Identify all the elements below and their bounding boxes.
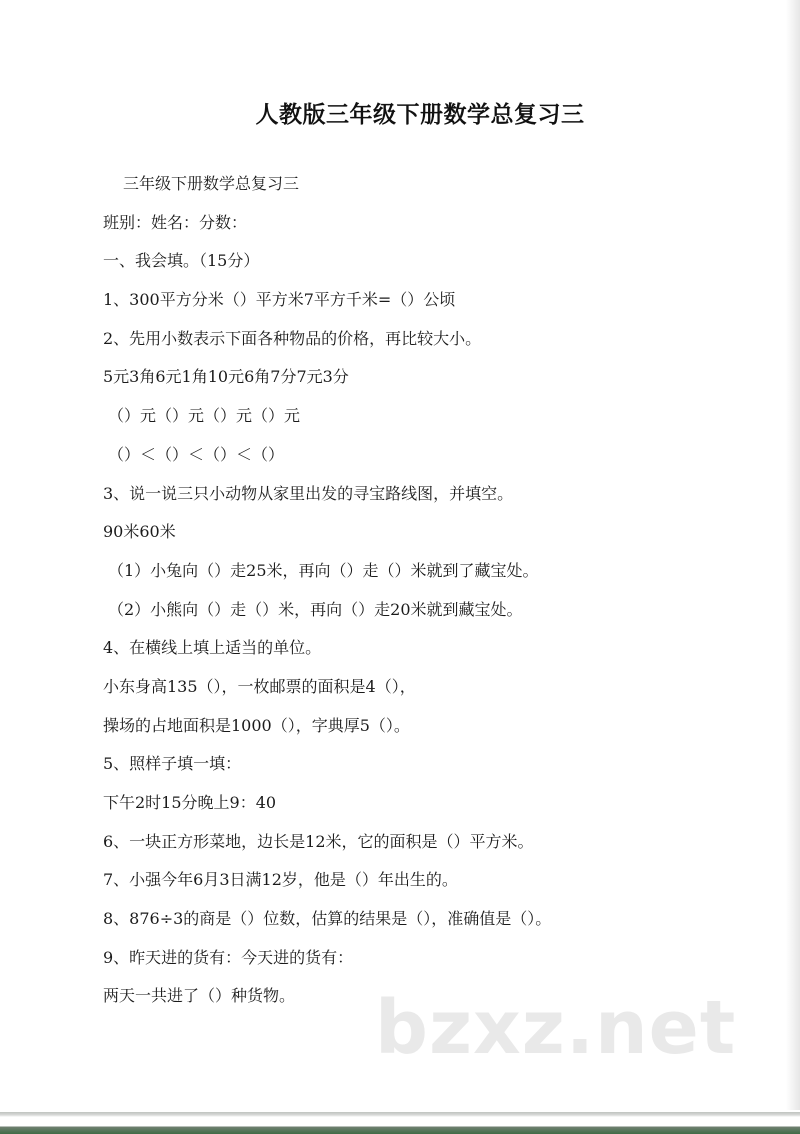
question-3: 3、说一说三只小动物从家里出发的寻宝路线图，并填空。 [103,483,514,503]
question-9: 9、昨天进的货有：今天进的货有： [103,947,354,967]
question-2-compare: （）＜（）＜（）＜（） [108,444,285,464]
question-1: 1、300平方分米（）平方米7平方千米=（）公顷 [103,290,456,310]
question-5-times: 下午2时15分晚上9：40 [103,793,277,812]
question-3-part-2: （2）小熊向（）走（）米，再向（）走20米就到藏宝处。 [108,599,523,619]
question-3-distances: 90米60米 [103,522,176,542]
question-3-part-1: （1）小兔向（）走25米，再向（）走（）米就到了藏宝处。 [108,560,539,580]
question-2: 2、先用小数表示下面各种物品的价格，再比较大小。 [103,328,482,348]
question-8: 8、876÷3的商是（）位数，估算的结果是（），准确值是（）。 [103,909,552,929]
question-6: 6、一块正方形菜地，边长是12米，它的面积是（）平方米。 [103,831,534,851]
question-5: 5、照样子填一填： [103,754,242,774]
question-2-blanks: （）元（）元（）元（）元 [108,406,301,426]
question-9-answer: 两天一共进了（）种货物。 [103,986,296,1006]
watermark-text: bzxz.net [375,985,737,1071]
question-4-line-1: 小东身高135（），一枚邮票的面积是4（）， [103,676,416,696]
question-4: 4、在横线上填上适当的单位。 [103,638,322,658]
document-title: 人教版三年级下册数学总复习三 [255,102,585,128]
subtitle-line: 三年级下册数学总复习三 [123,174,300,193]
question-7: 7、小强今年6月3日满12岁，他是（）年出生的。 [103,870,458,890]
section-heading: 一、我会填。（15分） [103,251,260,271]
question-2-prices: 5元3角6元1角10元6角7分7元3分 [103,367,349,387]
page-edge-shadow [786,0,800,1110]
question-4-line-2: 操场的占地面积是1000（），字典厚5（）。 [103,715,410,735]
student-info-line: 班别：姓名：分数： [103,212,248,232]
page-bottom-edge [0,1112,800,1134]
document-body [103,173,760,1024]
